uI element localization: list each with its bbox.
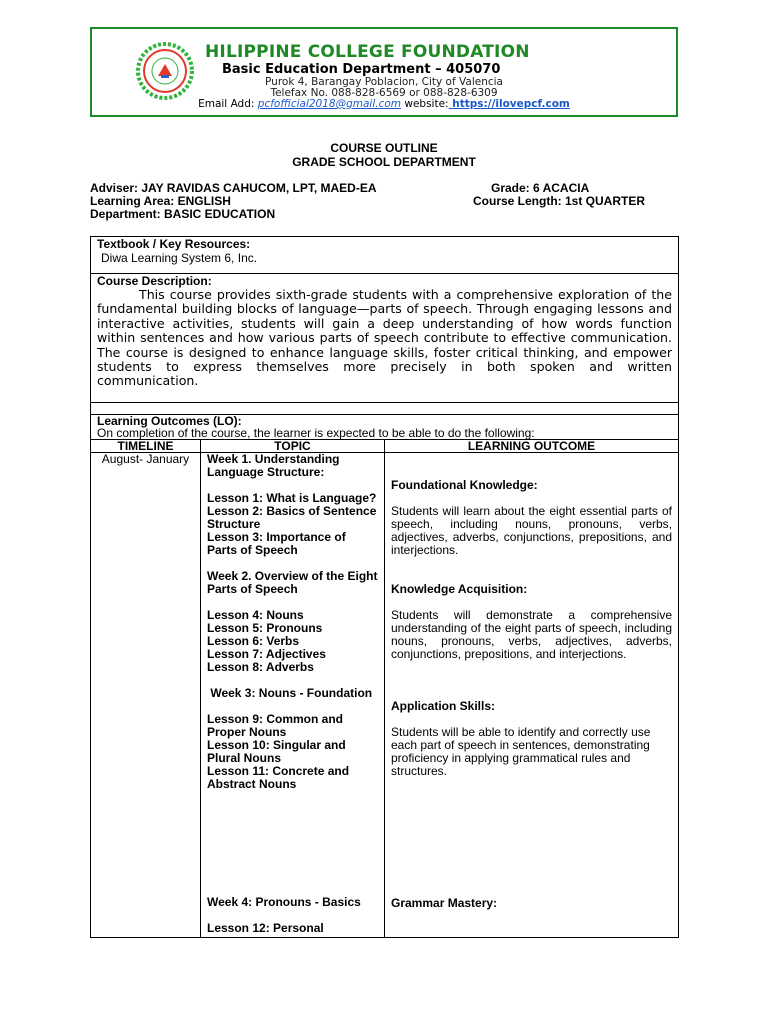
grade: Grade: 6 ACACIA xyxy=(491,181,590,195)
topic-line: Lesson 12: Personal xyxy=(207,921,324,935)
lo-block-foundational xyxy=(391,478,672,557)
adviser: Adviser: JAY RAVIDAS CAHUCOM, LPT, MAED-EA xyxy=(90,181,377,195)
lo-heading: Application Skills: xyxy=(391,699,496,713)
learning-outcome-cell xyxy=(385,453,679,938)
resources-label: Textbook / Key Resources: xyxy=(97,237,251,251)
topic-line: Lesson 6: Verbs xyxy=(207,634,300,648)
contact-line xyxy=(92,98,676,110)
topic-week4-block xyxy=(207,896,377,935)
school-name: HILIPPINE COLLEGE FOUNDATION xyxy=(205,42,530,62)
description-text: This course provides sixth-grade students with a comprehensive exploration of the fundamental building blocks of language—parts of speech. Through engaging lessons and interactive activities, students will gain a deep understanding of how words function within sentences and how various parts of speech contribute to effective communication. The course is designed to enhance language skills, foster critical thinking, and empower students to express themselves more precisely in both spoken and written communication. xyxy=(97,287,673,389)
column-header-topic: TOPIC xyxy=(201,440,385,453)
website-label: website: xyxy=(401,98,449,110)
lo-heading: Grammar Mastery: xyxy=(391,896,498,910)
telefax-line: Telefax No. 088-828-6569 or 088-828-6309 xyxy=(270,87,498,99)
course-outline-table xyxy=(90,236,679,938)
topic-line: Lesson 11: Concrete and Abstract Nouns xyxy=(207,764,350,791)
lo-text: Students will demonstrate a comprehensive understanding of the eight parts of speech, including nouns, pronouns, verbs, adjectives, adverbs, conjunctions, prepositions, and interjections. xyxy=(391,608,673,661)
topic-line: Lesson 1: What is Language? xyxy=(207,491,377,505)
lo-heading: Knowledge Acquisition: xyxy=(391,582,528,596)
topic-line: Lesson 10: Singular and Plural Nouns xyxy=(207,738,346,765)
topic-line: Week 4: Pronouns - Basics xyxy=(207,895,361,909)
outcomes-intro: On completion of the course, the learner is expected to be able to do the following: xyxy=(97,426,535,440)
learning-area: Learning Area: ENGLISH xyxy=(90,194,231,208)
outcomes-label: Learning Outcomes (LO): xyxy=(97,414,242,428)
lo-text: Students will learn about the eight essential parts of speech, including nouns, pronouns, verbs, adjectives, adverbs, conjunctions, prepositions, and interjections. xyxy=(391,504,673,557)
lo-block-knowledge xyxy=(391,582,672,661)
document-subtitle: GRADE SCHOOL DEPARTMENT xyxy=(292,155,476,169)
document-title: COURSE OUTLINE xyxy=(330,141,438,155)
resources-value: Diwa Learning System 6, Inc. xyxy=(101,251,258,265)
department: Department: BASIC EDUCATION xyxy=(90,207,276,221)
topic-line: Lesson 5: Pronouns xyxy=(207,621,323,635)
website-link[interactable]: https://ilovepcf.com xyxy=(448,98,570,110)
outline-row xyxy=(91,453,679,938)
email-label: Email Add: xyxy=(198,98,258,110)
topic-line: Lesson 8: Adverbs xyxy=(207,660,314,674)
lo-heading: Foundational Knowledge: xyxy=(391,478,538,492)
department-line: Basic Education Department – 405070 xyxy=(222,62,501,77)
lo-block-application xyxy=(391,699,672,778)
spacer-row xyxy=(91,403,679,415)
description-row xyxy=(91,274,679,403)
column-header-learning-outcome: LEARNING OUTCOME xyxy=(385,440,679,453)
resources-row xyxy=(91,237,679,274)
letterhead xyxy=(90,27,678,117)
topic-cell xyxy=(201,453,385,938)
topic-line: Lesson 7: Adjectives xyxy=(207,647,326,661)
topic-line: Lesson 9: Common and Proper Nouns xyxy=(207,712,344,739)
topic-line: Lesson 4: Nouns xyxy=(207,608,304,622)
outcomes-intro-row xyxy=(91,415,679,440)
description-label: Course Description: xyxy=(97,274,212,288)
topic-line: Lesson 3: Importance of Parts of Speech xyxy=(207,530,346,557)
address-line: Purok 4, Barangay Poblacion, City of Valencia xyxy=(265,76,503,88)
topic-line: Week 3: Nouns - Foundation xyxy=(207,686,373,700)
topic-line: Week 1. Understanding Language Structure: xyxy=(207,452,340,479)
topic-line: Week 2. Overview of the Eight Parts of Speech xyxy=(207,569,378,596)
course-length: Course Length: 1st QUARTER xyxy=(473,194,646,208)
timeline-cell: August- January xyxy=(91,453,201,938)
column-header-timeline: TIMELINE xyxy=(91,440,201,453)
lo-block-grammar xyxy=(391,896,672,910)
email-link[interactable]: pcfofficial2018@gmail.com xyxy=(257,98,402,110)
lo-text: Students will be able to identify and correctly use each part of speech in sentences, demonstrating proficiency in applying grammatical rules and structures. xyxy=(391,725,651,778)
column-header-row xyxy=(91,440,679,453)
topic-line: Lesson 2: Basics of Sentence Structure xyxy=(207,504,377,531)
